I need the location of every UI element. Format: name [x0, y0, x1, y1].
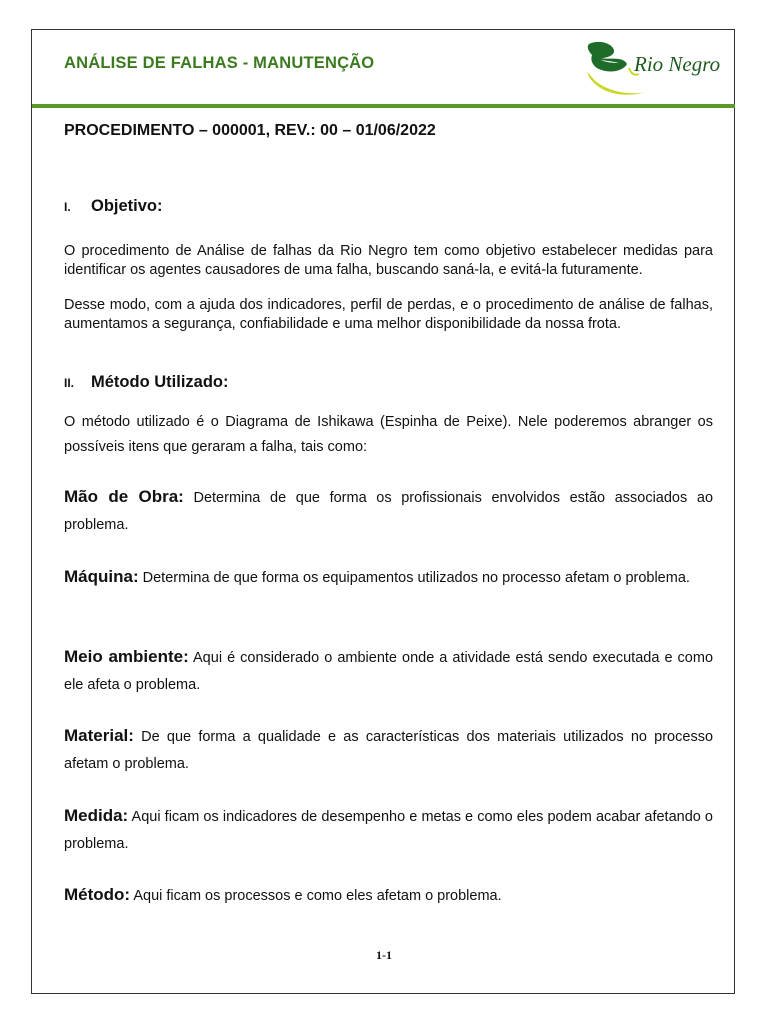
- section-number: I.: [64, 200, 71, 214]
- item-text: Determina de que forma os equipamentos utilizados no processo afetam o problema.: [142, 570, 690, 586]
- list-item-maquina: [64, 563, 713, 592]
- item-text: Aqui ficam os indicadores de desempenho e metas e como eles podem acabar afetando o problema.: [64, 809, 713, 852]
- list-item-metodo: [64, 881, 713, 910]
- list-item-meio-ambiente: [64, 643, 713, 699]
- procedure-reference: PROCEDIMENTO – 000001, REV.: 00 – 01/06/2022: [64, 122, 436, 139]
- item-term: Meio ambiente:: [64, 647, 189, 666]
- logo-text: Rio Negro: [634, 52, 721, 76]
- item-text: Aqui é considerado o ambiente onde a atividade está sendo executada e como ele afeta o problema.: [64, 650, 714, 693]
- item-term: Mão de Obra:: [64, 487, 184, 506]
- item-text: Aqui ficam os processos e como eles afetam o problema.: [133, 888, 502, 904]
- section-heading-metodo: [64, 373, 228, 392]
- section-number: II.: [64, 376, 75, 390]
- section-heading-objetivo: [64, 197, 163, 216]
- page-number: 1-1: [376, 948, 392, 962]
- paragraph-objetivo-2: Desse modo, com a ajuda dos indicadores, perfil de perdas, e o procedimento de análise de falhas, aumentamos a segurança, confiabilidade e uma melhor disponibilidade da nossa frota.: [64, 297, 713, 332]
- item-term: Material:: [64, 726, 134, 745]
- paragraph-metodo-1: O método utilizado é o Diagrama de Ishikawa (Espinha de Peixe). Nele poderemos abranger os possíveis itens que geraram a falha, tais como:: [64, 414, 713, 455]
- item-term: Método:: [64, 885, 131, 904]
- list-item-medida: [64, 802, 713, 858]
- header-rule: [32, 104, 735, 108]
- item-text: Determina de que forma os profissionais envolvidos estão associados ao problema.: [64, 490, 714, 533]
- list-item-material: [64, 722, 713, 778]
- section-title: Método Utilizado:: [91, 373, 229, 391]
- paragraph-objetivo-1: O procedimento de Análise de falhas da Rio Negro tem como objetivo estabelecer medidas para identificar os agentes causadores de uma falha, buscando saná-la, e evitá-la futuramente.: [64, 243, 713, 278]
- section-title: Objetivo:: [91, 197, 163, 215]
- item-term: Medida:: [64, 806, 129, 825]
- document-header-title: ANÁLISE DE FALHAS - MANUTENÇÃO: [64, 54, 375, 72]
- item-term: Máquina:: [64, 567, 139, 586]
- item-text: De que forma a qualidade e as características dos materiais utilizados no processo afetam o problema.: [64, 729, 714, 772]
- list-item-mao-de-obra: [64, 483, 713, 539]
